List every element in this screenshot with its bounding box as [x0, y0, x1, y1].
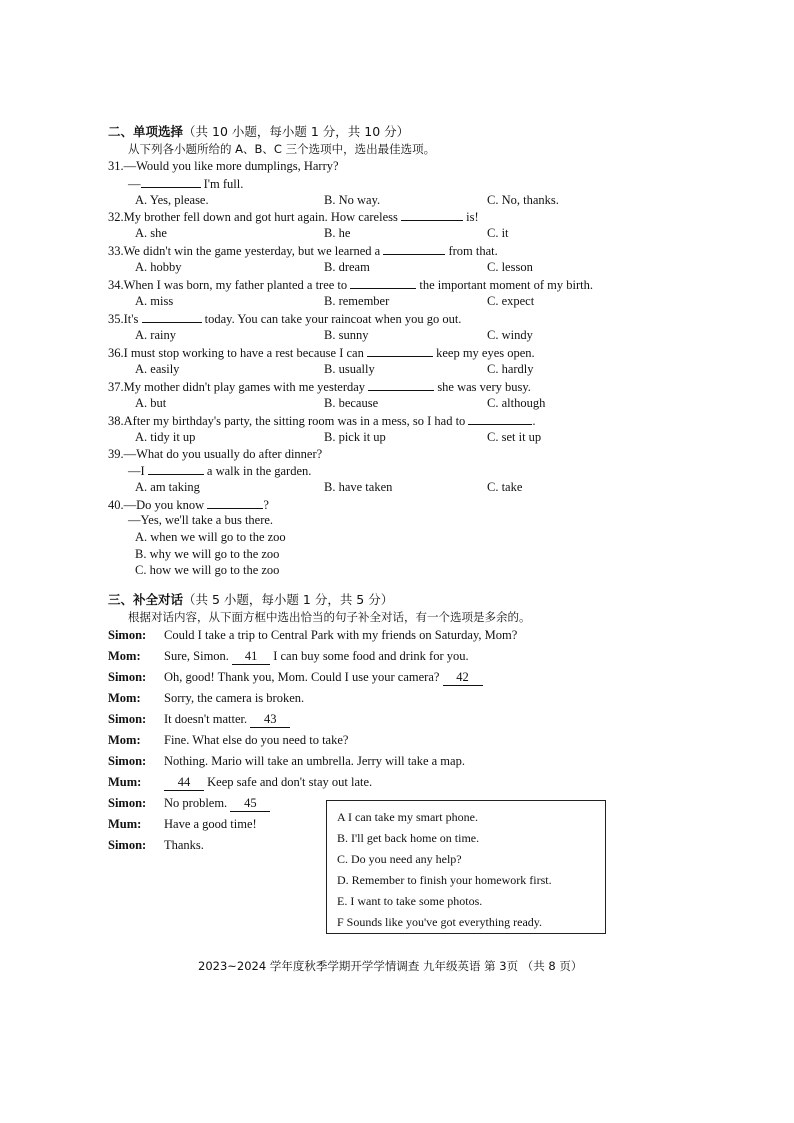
speaker: Simon:	[108, 796, 147, 810]
section3-title: 三、补全对话	[108, 592, 184, 607]
question-33-stem: 33.We didn't win the game yesterday, but we learned a from that.	[108, 244, 498, 258]
question-39-option-b[interactable]: B. have taken	[324, 480, 393, 494]
question-35-option-b[interactable]: B. sunny	[324, 328, 369, 342]
option-b[interactable]: B. I'll get back home on time.	[337, 831, 480, 845]
section3-note: （共 5 小题，每小题 1 分，共 5 分）	[183, 592, 394, 607]
gap-43[interactable]: 43	[250, 711, 290, 728]
question-35-stem: 35.It's today. You can take your raincoat when you go out.	[108, 312, 462, 326]
option-d[interactable]: D. Remember to finish your homework first.	[337, 873, 552, 887]
question-38-option-b[interactable]: B. pick it up	[324, 430, 386, 444]
answer-blank[interactable]	[401, 208, 463, 221]
option-a[interactable]: A I can take my smart phone.	[337, 810, 478, 824]
question-36-option-c[interactable]: C. hardly	[487, 362, 534, 376]
question-40-option-b[interactable]: B. why we will go to the zoo	[135, 547, 280, 561]
answer-blank[interactable]	[148, 462, 204, 475]
speaker: Mom:	[108, 691, 141, 705]
question-38-stem: 38.After my birthday's party, the sitting room was in a mess, so I had to .	[108, 414, 536, 428]
speaker: Simon:	[108, 628, 147, 642]
answer-blank[interactable]	[350, 276, 416, 289]
dialogue-line-10: Mum: Have a good time!	[108, 817, 257, 831]
speaker: Mum:	[108, 775, 142, 789]
gap-45[interactable]: 45	[230, 795, 270, 812]
question-40-option-c[interactable]: C. how we will go to the zoo	[135, 563, 280, 577]
dialogue-line-11: Simon: Thanks.	[108, 838, 204, 852]
dialogue-line-7: Simon: Nothing. Mario will take an umbrella. Jerry will take a map.	[108, 754, 465, 768]
answer-blank[interactable]	[368, 378, 434, 391]
question-40-stem: 40.—Do you know ?	[108, 498, 269, 512]
speaker: Simon:	[108, 712, 147, 726]
question-35-option-c[interactable]: C. windy	[487, 328, 533, 342]
speaker: Mom:	[108, 649, 141, 663]
dialogue-line-4: Mom: Sorry, the camera is broken.	[108, 691, 305, 705]
page-footer: 2023~2024 学年度秋季学期开学学情调查 九年级英语 第 3页 （共 8 页）	[198, 959, 583, 973]
dialogue-line-1: Simon: Could I take a trip to Central Park with my friends on Saturday, Mom?	[108, 628, 518, 642]
question-39-stem: 39.—What do you usually do after dinner?	[108, 447, 323, 461]
gap-41[interactable]: 41	[232, 648, 270, 665]
question-33-option-c[interactable]: C. lesson	[487, 260, 533, 274]
question-33-option-b[interactable]: B. dream	[324, 260, 370, 274]
question-40-reply: —Yes, we'll take a bus there.	[128, 513, 274, 527]
section3-heading	[108, 592, 393, 608]
options-box	[326, 800, 606, 934]
question-31-reply: — I'm full.	[128, 177, 244, 191]
question-37-option-c[interactable]: C. although	[487, 396, 546, 410]
section2-note: （共 10 小题，每小题 1 分，共 10 分）	[183, 124, 410, 139]
answer-blank[interactable]	[142, 310, 202, 323]
question-31-option-c[interactable]: C. No, thanks.	[487, 193, 559, 207]
answer-blank[interactable]	[141, 175, 201, 188]
question-36-option-a[interactable]: A. easily	[135, 362, 180, 376]
option-c[interactable]: C. Do you need any help?	[337, 852, 462, 866]
question-38-option-a[interactable]: A. tidy it up	[135, 430, 196, 444]
dialogue-line-9: Simon: No problem. 45	[108, 795, 270, 812]
dialogue-line-2: Mom: Sure, Simon. 41 I can buy some food and drink for you.	[108, 649, 469, 663]
gap-44[interactable]: 44	[164, 774, 204, 791]
question-39-option-c[interactable]: C. take	[487, 480, 523, 494]
question-32-option-a[interactable]: A. she	[135, 226, 167, 240]
speaker: Simon:	[108, 838, 147, 852]
question-34-option-a[interactable]: A. miss	[135, 294, 174, 308]
question-38-option-c[interactable]: C. set it up	[487, 430, 542, 444]
question-31-option-a[interactable]: A. Yes, please.	[135, 193, 209, 207]
answer-blank[interactable]	[468, 412, 532, 425]
answer-blank[interactable]	[367, 344, 433, 357]
speaker: Simon:	[108, 670, 147, 684]
question-33-option-a[interactable]: A. hobby	[135, 260, 182, 274]
section2-heading	[108, 124, 409, 140]
section2-instruction: 从下列各小题所给的 A、B、C 三个选项中，选出最佳选项。	[128, 142, 436, 156]
speaker: Simon:	[108, 754, 147, 768]
speaker: Mum:	[108, 817, 142, 831]
question-32-option-b[interactable]: B. he	[324, 226, 351, 240]
question-34-stem: 34.When I was born, my father planted a tree to the important moment of my birth.	[108, 278, 593, 292]
dialogue-line-3: Simon: Oh, good! Thank you, Mom. Could I use your camera? 42	[108, 669, 483, 686]
question-31-stem: 31.—Would you like more dumplings, Harry?	[108, 159, 339, 173]
speaker: Mom:	[108, 733, 141, 747]
answer-blank[interactable]	[207, 496, 263, 509]
question-31-option-b[interactable]: B. No way.	[324, 193, 381, 207]
question-34-option-c[interactable]: C. expect	[487, 294, 535, 308]
section3-instruction: 根据对话内容，从下面方框中选出恰当的句子补全对话，有一个选项是多余的。	[128, 610, 531, 624]
question-37-stem: 37.My mother didn't play games with me yesterday she was very busy.	[108, 380, 531, 394]
question-36-stem: 36.I must stop working to have a rest because I can keep my eyes open.	[108, 346, 535, 360]
question-32-option-c[interactable]: C. it	[487, 226, 509, 240]
answer-blank[interactable]	[383, 242, 445, 255]
option-f[interactable]: F Sounds like you've got everything ready.	[337, 915, 543, 929]
gap-42[interactable]: 42	[443, 669, 483, 686]
question-36-option-b[interactable]: B. usually	[324, 362, 375, 376]
question-37-option-a[interactable]: A. but	[135, 396, 167, 410]
question-35-option-a[interactable]: A. rainy	[135, 328, 176, 342]
question-39-option-a[interactable]: A. am taking	[135, 480, 200, 494]
question-37-option-b[interactable]: B. because	[324, 396, 379, 410]
section2-title: 二、单项选择	[108, 124, 184, 139]
question-39-reply: —I a walk in the garden.	[128, 464, 312, 478]
option-e[interactable]: E. I want to take some photos.	[337, 894, 483, 908]
dialogue-line-6: Mom: Fine. What else do you need to take?	[108, 733, 349, 747]
question-34-option-b[interactable]: B. remember	[324, 294, 390, 308]
dialogue-line-5: Simon: It doesn't matter. 43	[108, 711, 290, 728]
question-32-stem: 32.My brother fell down and got hurt again. How careless is!	[108, 210, 479, 224]
dialogue-line-8: Mum: 44 Keep safe and don't stay out late.	[108, 775, 373, 789]
question-40-option-a[interactable]: A. when we will go to the zoo	[135, 530, 286, 544]
